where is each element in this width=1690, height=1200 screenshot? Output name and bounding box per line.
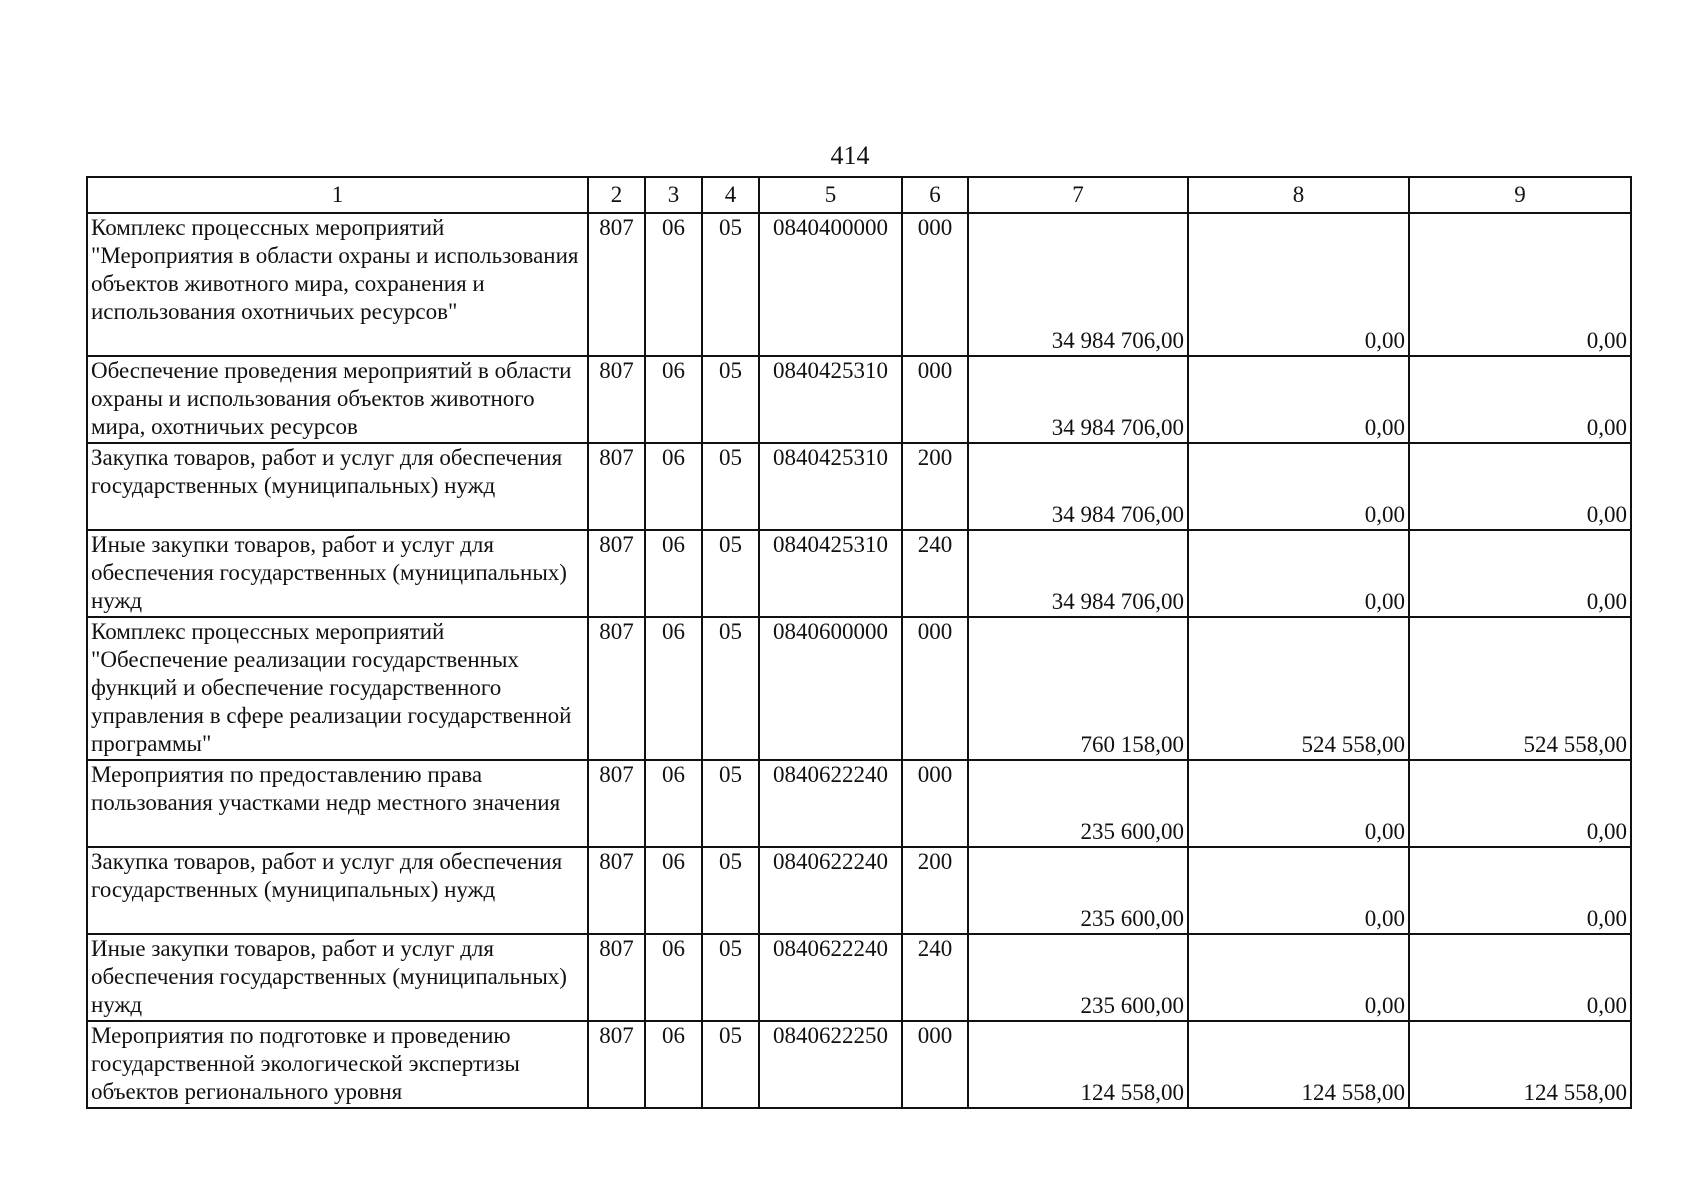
cell-c5: 0840425310 (759, 530, 902, 617)
cell-c2: 807 (588, 213, 645, 356)
cell-c9: 0,00 (1409, 213, 1631, 356)
cell-c8: 0,00 (1188, 213, 1409, 356)
cell-c7: 235 600,00 (968, 934, 1188, 1021)
column-header: 4 (702, 177, 759, 213)
cell-c7: 34 984 706,00 (968, 213, 1188, 356)
cell-c8: 0,00 (1188, 934, 1409, 1021)
cell-c4: 05 (702, 443, 759, 530)
header-row (87, 177, 1631, 213)
cell-c7: 235 600,00 (968, 847, 1188, 934)
cell-c5: 0840622240 (759, 934, 902, 1021)
cell-c5: 0840600000 (759, 617, 902, 760)
cell-c9: 524 558,00 (1409, 617, 1631, 760)
column-header: 7 (968, 177, 1188, 213)
row-name: Комплекс процессных мероприятий "Обеспечение реализации государственных функций и обеспечение государственного управления в сфере реализации государственной программы" (87, 617, 588, 760)
row-name: Иные закупки товаров, работ и услуг для обеспечения государственных (муниципальных) нужд (87, 530, 588, 617)
cell-c3: 06 (645, 760, 702, 847)
cell-c5: 0840622250 (759, 1021, 902, 1108)
cell-c7: 124 558,00 (968, 1021, 1188, 1108)
table-row (87, 1021, 1631, 1108)
column-header: 9 (1409, 177, 1631, 213)
cell-c5: 0840425310 (759, 356, 902, 443)
cell-c7: 760 158,00 (968, 617, 1188, 760)
cell-c2: 807 (588, 847, 645, 934)
column-header: 5 (759, 177, 902, 213)
cell-c8: 524 558,00 (1188, 617, 1409, 760)
cell-c7: 34 984 706,00 (968, 530, 1188, 617)
cell-c7: 34 984 706,00 (968, 443, 1188, 530)
cell-c4: 05 (702, 760, 759, 847)
table-row (87, 847, 1631, 934)
row-name: Мероприятия по подготовке и проведению государственной экологической экспертизы объектов регионального уровня (87, 1021, 588, 1108)
cell-c6: 240 (902, 934, 968, 1021)
row-name: Иные закупки товаров, работ и услуг для обеспечения государственных (муниципальных) нужд (87, 934, 588, 1021)
row-name: Закупка товаров, работ и услуг для обеспечения государственных (муниципальных) нужд (87, 443, 588, 530)
table-row (87, 356, 1631, 443)
budget-table (86, 176, 1632, 1109)
cell-c2: 807 (588, 760, 645, 847)
cell-c3: 06 (645, 443, 702, 530)
cell-c9: 0,00 (1409, 356, 1631, 443)
column-header: 1 (87, 177, 588, 213)
cell-c4: 05 (702, 617, 759, 760)
cell-c5: 0840622240 (759, 847, 902, 934)
cell-c8: 0,00 (1188, 356, 1409, 443)
cell-c6: 000 (902, 760, 968, 847)
cell-c6: 000 (902, 1021, 968, 1108)
cell-c3: 06 (645, 934, 702, 1021)
cell-c6: 240 (902, 530, 968, 617)
cell-c3: 06 (645, 213, 702, 356)
cell-c3: 06 (645, 847, 702, 934)
cell-c9: 0,00 (1409, 443, 1631, 530)
cell-c9: 0,00 (1409, 530, 1631, 617)
cell-c8: 0,00 (1188, 443, 1409, 530)
cell-c3: 06 (645, 617, 702, 760)
cell-c3: 06 (645, 530, 702, 617)
cell-c5: 0840400000 (759, 213, 902, 356)
cell-c6: 000 (902, 356, 968, 443)
column-header: 2 (588, 177, 645, 213)
cell-c8: 0,00 (1188, 760, 1409, 847)
cell-c4: 05 (702, 1021, 759, 1108)
cell-c2: 807 (588, 356, 645, 443)
cell-c2: 807 (588, 443, 645, 530)
table-row (87, 760, 1631, 847)
cell-c6: 000 (902, 213, 968, 356)
table-row (87, 934, 1631, 1021)
cell-c2: 807 (588, 530, 645, 617)
row-name: Мероприятия по предоставлению права пользования участками недр местного значения (87, 760, 588, 847)
cell-c9: 0,00 (1409, 847, 1631, 934)
cell-c8: 0,00 (1188, 847, 1409, 934)
cell-c4: 05 (702, 530, 759, 617)
cell-c4: 05 (702, 356, 759, 443)
cell-c6: 000 (902, 617, 968, 760)
table-row (87, 443, 1631, 530)
cell-c3: 06 (645, 356, 702, 443)
cell-c8: 0,00 (1188, 530, 1409, 617)
cell-c9: 0,00 (1409, 934, 1631, 1021)
cell-c2: 807 (588, 1021, 645, 1108)
column-header: 3 (645, 177, 702, 213)
cell-c8: 124 558,00 (1188, 1021, 1409, 1108)
table-row (87, 530, 1631, 617)
cell-c6: 200 (902, 847, 968, 934)
cell-c5: 0840622240 (759, 760, 902, 847)
page-number: 414 (830, 141, 870, 170)
cell-c7: 235 600,00 (968, 760, 1188, 847)
column-header: 8 (1188, 177, 1409, 213)
cell-c4: 05 (702, 213, 759, 356)
cell-c4: 05 (702, 934, 759, 1021)
cell-c7: 34 984 706,00 (968, 356, 1188, 443)
cell-c9: 0,00 (1409, 760, 1631, 847)
row-name: Комплекс процессных мероприятий "Мероприятия в области охраны и использования объектов животного мира, сохранения и использования охотничьих ресурсов" (87, 213, 588, 356)
column-header: 6 (902, 177, 968, 213)
cell-c2: 807 (588, 934, 645, 1021)
cell-c6: 200 (902, 443, 968, 530)
table-row (87, 617, 1631, 760)
cell-c9: 124 558,00 (1409, 1021, 1631, 1108)
cell-c3: 06 (645, 1021, 702, 1108)
table-row (87, 213, 1631, 356)
cell-c2: 807 (588, 617, 645, 760)
row-name: Обеспечение проведения мероприятий в области охраны и использования объектов животного мира, охотничьих ресурсов (87, 356, 588, 443)
row-name: Закупка товаров, работ и услуг для обеспечения государственных (муниципальных) нужд (87, 847, 588, 934)
cell-c4: 05 (702, 847, 759, 934)
cell-c5: 0840425310 (759, 443, 902, 530)
